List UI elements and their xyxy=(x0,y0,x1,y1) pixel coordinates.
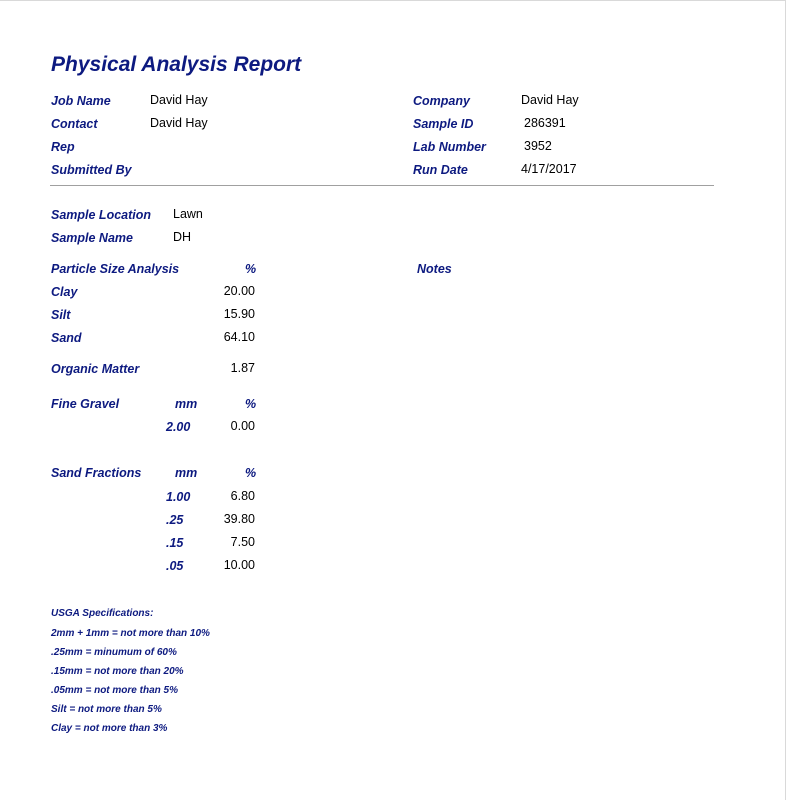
run-date-value: 4/17/2017 xyxy=(521,162,577,176)
sand-fractions-pct-header: % xyxy=(245,466,257,480)
report-title: Physical Analysis Report xyxy=(51,53,302,76)
particle-pct-header: % xyxy=(245,262,257,276)
lab-number-label: Lab Number xyxy=(413,140,486,154)
sand-fraction-size: 1.00 xyxy=(166,490,191,504)
usga-heading: USGA Specifications: xyxy=(51,608,154,619)
notes-heading: Notes xyxy=(417,262,452,276)
usga-spec-line: .05mm = not more than 5% xyxy=(51,685,178,696)
submitted-by-label: Submitted By xyxy=(51,163,132,177)
fine-gravel-mm-header: mm xyxy=(175,397,198,411)
job-name-label: Job Name xyxy=(51,94,111,108)
sand-fraction-size: .25 xyxy=(166,513,184,527)
sand-fraction-value: 39.80 xyxy=(223,512,255,526)
sample-location-value: Lawn xyxy=(173,207,203,221)
rep-label: Rep xyxy=(51,140,75,154)
sand-fraction-value: 10.00 xyxy=(223,558,255,572)
organic-matter-label: Organic Matter xyxy=(51,362,140,376)
contact-value: David Hay xyxy=(150,116,208,130)
clay-value: 20.00 xyxy=(223,284,255,298)
sample-id-value: 286391 xyxy=(524,116,566,130)
sand-fractions-mm-header: mm xyxy=(175,466,198,480)
sand-fraction-value: 7.50 xyxy=(230,535,255,549)
run-date-label: Run Date xyxy=(413,163,468,177)
lab-number-value: 3952 xyxy=(524,139,552,153)
company-value: David Hay xyxy=(521,93,579,107)
silt-label: Silt xyxy=(51,308,71,322)
sand-label: Sand xyxy=(51,331,82,345)
organic-matter-value: 1.87 xyxy=(230,361,255,375)
fine-gravel-heading: Fine Gravel xyxy=(51,397,120,411)
usga-spec-line: .25mm = minumum of 60% xyxy=(51,647,177,658)
sand-value: 64.10 xyxy=(223,330,255,344)
fine-gravel-size: 2.00 xyxy=(166,420,191,434)
company-label: Company xyxy=(413,94,470,108)
sample-id-label: Sample ID xyxy=(413,117,474,131)
fine-gravel-value: 0.00 xyxy=(230,419,255,433)
sample-name-label: Sample Name xyxy=(51,231,133,245)
fine-gravel-pct-header: % xyxy=(245,397,257,411)
header-divider xyxy=(50,185,714,186)
sample-location-label: Sample Location xyxy=(51,208,152,222)
clay-label: Clay xyxy=(51,285,78,299)
sand-fraction-size: .05 xyxy=(166,559,184,573)
contact-label: Contact xyxy=(51,117,98,131)
sand-fraction-value: 6.80 xyxy=(230,489,255,503)
sand-fraction-size: .15 xyxy=(166,536,184,550)
usga-spec-line: Clay = not more than 3% xyxy=(51,723,168,734)
sand-fractions-heading: Sand Fractions xyxy=(51,466,142,480)
sample-name-value: DH xyxy=(173,230,192,244)
usga-spec-line: 2mm + 1mm = not more than 10% xyxy=(51,628,210,639)
job-name-value: David Hay xyxy=(150,93,208,107)
silt-value: 15.90 xyxy=(223,307,255,321)
usga-spec-line: .15mm = not more than 20% xyxy=(51,666,184,677)
particle-size-heading: Particle Size Analysis xyxy=(51,262,180,276)
usga-spec-line: Silt = not more than 5% xyxy=(51,704,162,715)
